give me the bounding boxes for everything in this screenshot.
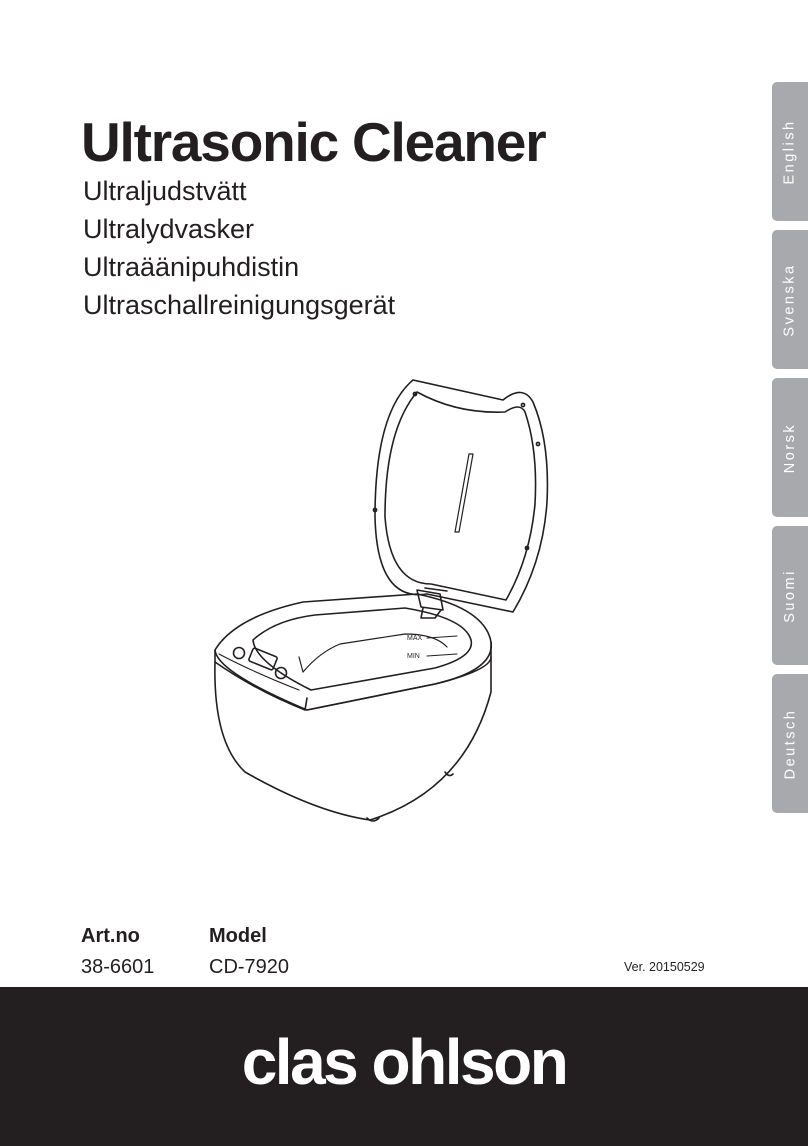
footer-banner: [0, 987, 808, 1146]
subtitle-norwegian: Ultralydvasker: [83, 214, 255, 244]
brand-logo: clas ohlson: [241, 1025, 567, 1098]
language-tab-norsk[interactable]: [772, 378, 808, 517]
language-tab-deutsch[interactable]: [772, 674, 808, 813]
min-level-label: MIN: [407, 653, 420, 660]
document-title: Ultrasonic Cleaner: [81, 111, 546, 173]
language-tab-english[interactable]: [772, 82, 808, 221]
ultrasonic-cleaner-illustration: [195, 372, 565, 832]
subtitle-finnish: Ultraäänipuhdistin: [83, 252, 300, 282]
language-tab-label: Deutsch: [782, 708, 799, 779]
subtitle-swedish: Ultraljudstvätt: [83, 176, 247, 206]
language-tab-label: Norsk: [782, 422, 798, 473]
language-tab-svenska[interactable]: [772, 230, 808, 369]
translated-titles: [83, 172, 395, 324]
version-number: Ver. 20150529: [624, 960, 705, 974]
subtitle-german: Ultraschallreinigungsgerät: [83, 290, 396, 320]
language-tab-label: Suomi: [782, 568, 799, 623]
art-no-label: Art.no: [81, 925, 140, 947]
art-no-value: 38-6601: [81, 956, 155, 978]
language-tab-suomi[interactable]: [772, 526, 808, 665]
model-value: CD-7920: [209, 956, 290, 978]
model-label: Model: [209, 925, 267, 947]
language-tab-label: Svenska: [782, 262, 798, 337]
language-tab-label: English: [782, 118, 798, 185]
max-level-label: MAX: [407, 635, 423, 642]
